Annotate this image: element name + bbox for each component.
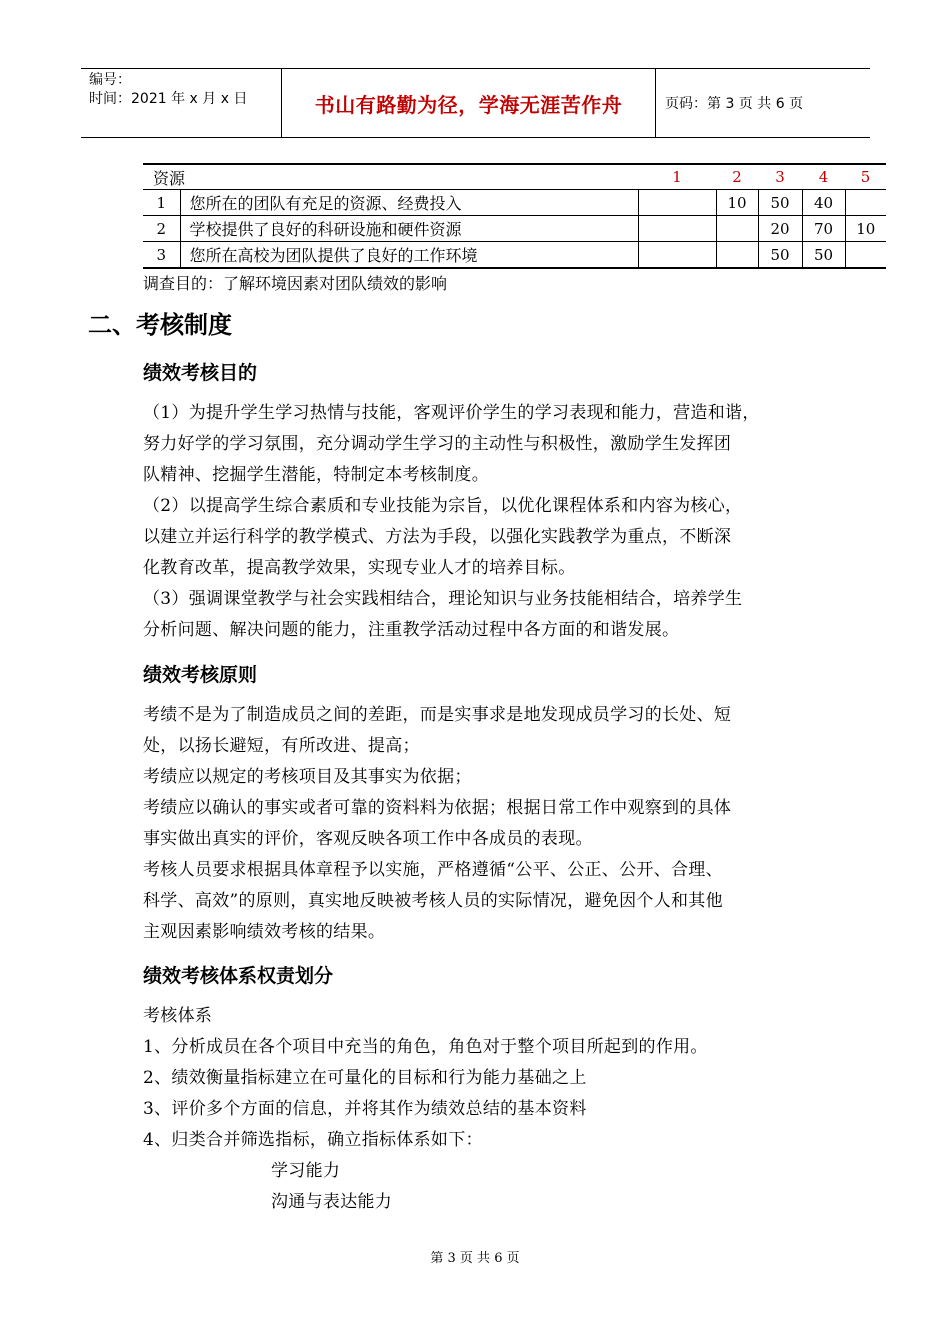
- paragraph-line: （2）以提高学生综合素质和专业技能为宗旨，以优化课程体系和内容为核心，: [143, 496, 743, 516]
- principles-heading: 绩效考核原则: [143, 664, 258, 686]
- sub-item: 沟通与表达能力: [271, 1192, 393, 1212]
- header-motto: 书山有路勤为径，学海无涯苦作舟: [282, 69, 656, 137]
- system-body: [143, 1001, 823, 1218]
- paragraph-line: 以建立并运行科学的教学模式、方法为手段，以强化实践教学为重点，不断深: [143, 527, 732, 547]
- list-item: 3、评价多个方面的信息，并将其作为绩效总结的基本资料: [143, 1099, 587, 1119]
- survey-header-row: [143, 164, 886, 190]
- row-value: 50: [758, 242, 802, 269]
- principles-body: [143, 700, 823, 948]
- sub-item: 学习能力: [271, 1161, 341, 1181]
- paragraph-line: 事实做出真实的评价，客观反映各项工作中各成员的表现。: [143, 829, 593, 849]
- section-title: 二、考核制度: [88, 311, 232, 339]
- row-value: [638, 242, 716, 269]
- paragraph-line: 科学、高效”的原则，真实地反映被考核人员的实际情况，避免因个人和其他: [143, 891, 723, 911]
- survey-table: [143, 163, 886, 269]
- row-value: 70: [802, 216, 845, 242]
- row-value: 40: [802, 190, 845, 216]
- scale-label: 4: [802, 164, 845, 190]
- table-row: [143, 216, 886, 242]
- paragraph-line: （3）强调课堂教学与社会实践相结合，理论知识与业务技能相结合，培养学生: [143, 589, 743, 609]
- scale-label: 5: [845, 164, 886, 190]
- row-value: 20: [758, 216, 802, 242]
- purpose-heading: 绩效考核目的: [143, 362, 258, 384]
- system-heading: 绩效考核体系权责划分: [143, 965, 334, 987]
- row-value: 50: [802, 242, 845, 269]
- row-value: [638, 190, 716, 216]
- scale-label: 2: [716, 164, 758, 190]
- header-page-label: 页码：第 3 页 共 6 页: [665, 96, 804, 112]
- paragraph-line: 考核人员要求根据具体章程予以实施，严格遵循“公平、公正、公开、合理、: [143, 860, 723, 880]
- survey-title: 资源: [143, 164, 638, 190]
- purpose-body: [143, 398, 823, 646]
- paragraph-line: 处，以扬长避短，有所改进、提高；: [143, 736, 420, 756]
- number-label: 编号：: [89, 72, 131, 88]
- page-header: [81, 68, 870, 138]
- page-footer: 第 3 页 共 6 页: [430, 1251, 520, 1266]
- row-value: [638, 216, 716, 242]
- paragraph-line: 考绩应以确认的事实或者可靠的资料料为依据；根据日常工作中观察到的具体: [143, 798, 732, 818]
- list-item: 4、归类合并筛选指标，确立指标体系如下：: [143, 1130, 483, 1150]
- row-value: 10: [716, 190, 758, 216]
- scale-label: 3: [758, 164, 802, 190]
- row-text: 学校提供了良好的科研设施和硬件资源: [180, 216, 638, 242]
- paragraph-line: 努力好学的学习氛围，充分调动学生学习的主动性与积极性，激励学生发挥团: [143, 434, 732, 454]
- paragraph-line: 化教育改革，提高教学效果，实现专业人才的培养目标。: [143, 558, 576, 578]
- paragraph-line: （1）为提升学生学习热情与技能，客观评价学生的学习表现和能力，营造和谐，: [143, 403, 760, 423]
- row-value: 10: [845, 216, 886, 242]
- row-number: 2: [143, 216, 180, 242]
- row-value: [845, 190, 886, 216]
- header-meta: [81, 69, 282, 137]
- paragraph-line: 主观因素影响绩效考核的结果。: [143, 922, 386, 942]
- row-text: 您所在高校为团队提供了良好的工作环境: [180, 242, 638, 269]
- table-row: [143, 190, 886, 216]
- paragraph-line: 分析问题、解决问题的能力，注重教学活动过程中各方面的和谐发展。: [143, 620, 680, 640]
- paragraph-line: 考绩不是为了制造成员之间的差距，而是实事求是地发现成员学习的长处、短: [143, 705, 732, 725]
- row-number: 1: [143, 190, 180, 216]
- row-value: [716, 216, 758, 242]
- row-text: 您所在的团队有充足的资源、经费投入: [180, 190, 638, 216]
- time-label: 时间：2021 年 x 月 x 日: [89, 91, 248, 107]
- list-item: 2、绩效衡量指标建立在可量化的目标和行为能力基础之上: [143, 1068, 587, 1088]
- survey-note: 调查目的：了解环境因素对团队绩效的影响: [143, 274, 448, 293]
- row-value: [716, 242, 758, 269]
- paragraph-line: 考核体系: [143, 1006, 213, 1026]
- list-item: 1、分析成员在各个项目中充当的角色，角色对于整个项目所起到的作用。: [143, 1037, 708, 1057]
- table-row: [143, 242, 886, 269]
- paragraph-line: 考绩应以规定的考核项目及其事实为依据；: [143, 767, 472, 787]
- row-value: [845, 242, 886, 269]
- row-value: 50: [758, 190, 802, 216]
- scale-label: 1: [638, 164, 716, 190]
- row-number: 3: [143, 242, 180, 269]
- paragraph-line: 队精神、挖掘学生潜能，特制定本考核制度。: [143, 465, 489, 485]
